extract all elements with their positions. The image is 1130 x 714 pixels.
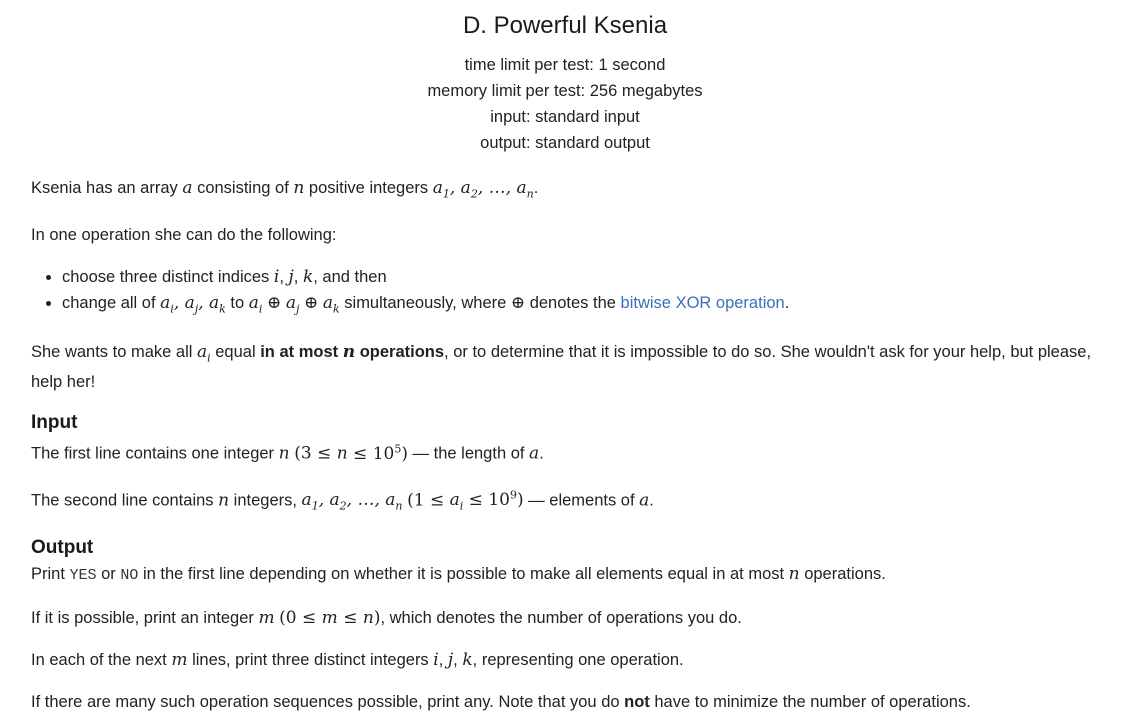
output-line-1: Print YES or NO in the first line depending on whether it is possible to make all elements equal in at most n operations.	[31, 563, 886, 584]
list-item: • choose three distinct indices i, j, k, and then	[62, 264, 1099, 290]
output-section	[31, 537, 1099, 714]
problem-statement	[0, 176, 1130, 714]
input-title: Input	[31, 412, 78, 434]
list-item: • change all of $a_i$, $a_j$, $a_k$ to $a_i$ ⊕ $a_j$ ⊕ $a_k$ simultaneously, where ⊕ denotes the bitwise XOR operation.	[62, 290, 1099, 322]
input-section	[31, 412, 1099, 519]
output-title: Output	[31, 536, 94, 558]
statement-paragraph-2: In one operation she can do the following:	[31, 226, 337, 245]
input-line-1: The first line contains one integer n $(3 \le n \le 10^5)$ — the length of a.	[31, 442, 544, 464]
output-line-4: If there are many such operation sequences possible, print any. Note that you do not have to minimize the number of operations.	[31, 692, 971, 711]
time-limit: time limit per test: 1 second	[464, 56, 666, 74]
output-line-2: If it is possible, print an integer m (0 ≤ m ≤ n), which denotes the number of operations you do.	[31, 607, 742, 628]
statement-paragraph-3: She wants to make all $a_i$ equal in at most n operations, or to determine that it is impossible to do so. She wouldn't ask for your help, but please, help her!	[31, 341, 1092, 392]
output-spec: output: standard output	[480, 134, 650, 152]
operation-list	[31, 264, 1099, 322]
problem-header	[0, 0, 1130, 156]
xor-link[interactable]: bitwise XOR operation	[620, 294, 785, 313]
output-line-3: In each of the next m lines, print three distinct integers i, j, k, representing one operation.	[31, 649, 684, 670]
problem-title: D. Powerful Ksenia	[462, 12, 668, 39]
statement-paragraph-1: Ksenia has an array a consisting of n positive integers $a_1$, $a_2$, …, $a_n$.	[31, 178, 539, 201]
input-line-2: The second line contains n integers, $a_1$, $a_2$, …, $a_n$ $(1 \le a_i \le 10^9)$ — elements of a.	[31, 488, 654, 513]
input-spec: input: standard input	[490, 108, 640, 126]
memory-limit: memory limit per test: 256 megabytes	[427, 82, 703, 100]
